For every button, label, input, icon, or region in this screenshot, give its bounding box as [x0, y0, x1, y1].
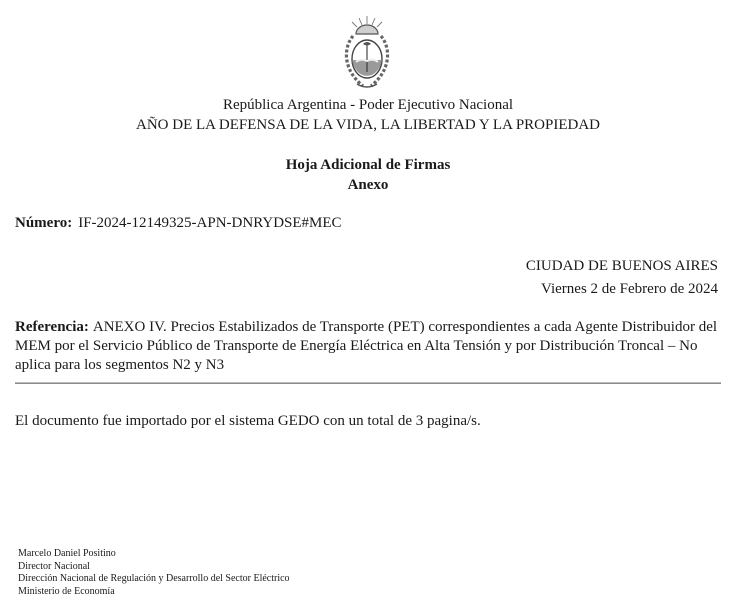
signature-block: [18, 548, 290, 598]
document-subtitle: Anexo: [347, 177, 389, 193]
document-number: [15, 214, 342, 232]
government-line: República Argentina - Poder Ejecutivo Nacional: [222, 97, 514, 113]
divider: [15, 382, 721, 384]
signer-role: Director Nacional: [18, 560, 90, 572]
document-title: Hoja Adicional de Firmas: [285, 157, 451, 173]
reference-label: Referencia:: [15, 319, 89, 335]
year-motto: AÑO DE LA DEFENSA DE LA VIDA, LA LIBERTAD Y LA PROPIEDAD: [135, 117, 600, 133]
signer-name: Marcelo Daniel Positino: [18, 548, 116, 559]
signer-department: Dirección Nacional de Regulación y Desarrollo del Sector Eléctrico: [18, 573, 290, 584]
coat-of-arms-icon: [339, 14, 395, 94]
document-date: Viernes 2 de Febrero de 2024: [541, 281, 718, 297]
number-value: IF-2024-12149325-APN-DNRYDSE#MEC: [78, 215, 342, 231]
reference-text: ANEXO IV. Precios Estabilizados de Transporte (PET) correspondientes a cada Agente Distribuidor del MEM por el Servicio Público de Transporte de Energía Eléctrica en Alta Tensión y por Distribución Troncal – No aplica para los segmentos N2 y N3: [15, 319, 718, 373]
import-note: El documento fue importado por el sistema GEDO con un total de 3 pagina/s.: [15, 413, 481, 429]
signer-ministry: Ministerio de Economía: [18, 585, 115, 597]
number-label: Número:: [15, 215, 73, 231]
city: CIUDAD DE BUENOS AIRES: [525, 258, 718, 274]
reference-block: [15, 318, 721, 375]
